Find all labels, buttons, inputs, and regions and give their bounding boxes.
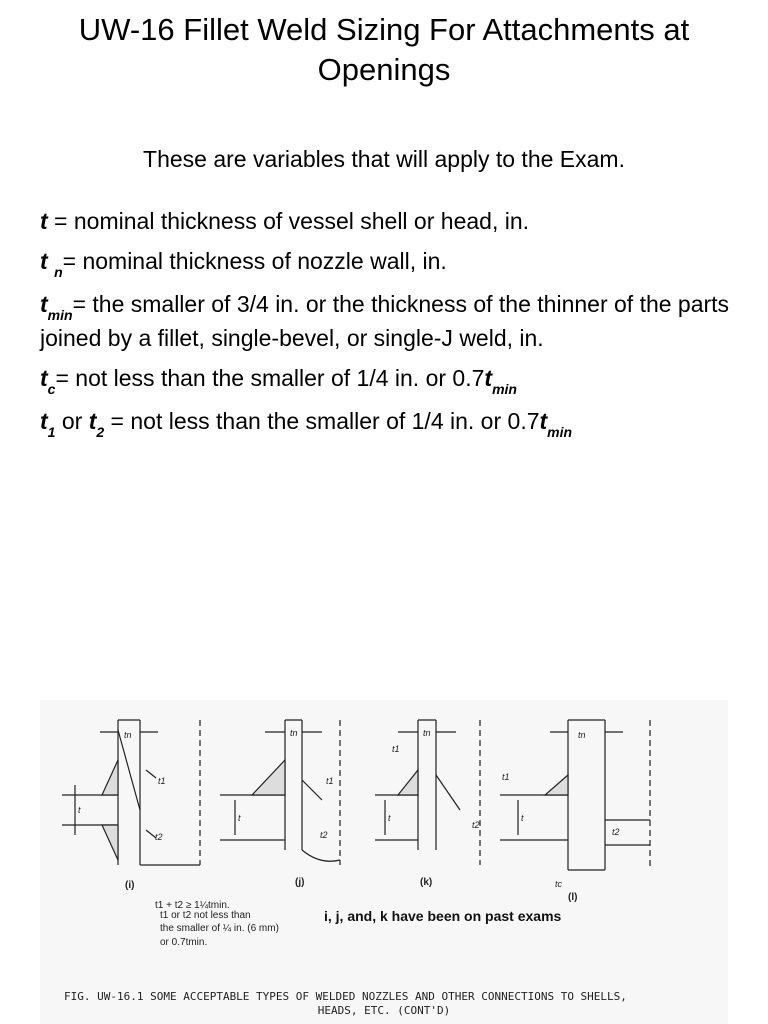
- dim-label-tn: tn: [423, 728, 431, 738]
- dim-label-tn: tn: [578, 730, 586, 740]
- dim-label-t: t: [238, 813, 241, 823]
- dim-label-t2: t2: [155, 832, 163, 842]
- definition-text: = not less than the smaller of 1/4 in. or 0.7: [104, 408, 540, 434]
- definition-text: = nominal thickness of vessel shell or head, in.: [47, 208, 530, 234]
- figure-caption: FIG. UW-16.1 SOME ACCEPTABLE TYPES OF WELDED NOZZLES AND OTHER CONNECTIONS TO SHELLS,: [64, 990, 627, 1003]
- intro-text: These are variables that will apply to the Exam.: [143, 146, 625, 172]
- dim-label-t1: t1: [326, 776, 334, 786]
- definition-tn: [40, 246, 730, 280]
- subscript: min: [47, 307, 73, 323]
- symbol: t: [40, 248, 48, 274]
- dim-label-t1: t1: [392, 744, 400, 754]
- subscript: 1: [47, 424, 56, 440]
- dim-label-t: t: [521, 813, 524, 823]
- symbol: t: [40, 365, 48, 391]
- page-title: UW-16 Fillet Weld Sizing For Attachments at Openings: [78, 12, 690, 87]
- dim-label-tn: tn: [290, 728, 298, 738]
- definition-t1-t2: [40, 406, 730, 440]
- panel-label-j: (j): [295, 877, 305, 888]
- definitions-list: [40, 206, 730, 449]
- panel-label-i: (i): [125, 880, 135, 891]
- weld-figure: [40, 700, 728, 1024]
- subscript: min: [492, 381, 517, 397]
- panel-label-l: (l): [568, 892, 578, 903]
- symbol: t: [40, 291, 48, 317]
- figure-caption: HEADS, ETC. (CONT'D): [317, 1004, 451, 1017]
- subscript: n: [54, 264, 63, 280]
- definition-text: = the smaller of 3/4 in. or the thickness of the thinner of the parts joined by a fillet, single-bevel, or single-J weld, in.: [40, 291, 730, 351]
- weld-note-line: t1 + t2 ≥ 1¼tmin.: [155, 900, 230, 911]
- definition-text: = nominal thickness of nozzle wall, in.: [62, 248, 447, 274]
- dim-label-t1: t1: [158, 776, 166, 786]
- weld-note-line: the smaller of ¼ in. (6 mm): [160, 923, 279, 934]
- subscript: 2: [96, 424, 105, 440]
- weld-diagram: [40, 700, 728, 1024]
- dim-label-t2: t2: [612, 827, 620, 837]
- symbol: t: [88, 408, 97, 434]
- symbol: t: [539, 408, 548, 434]
- panel-label-k: (k): [420, 877, 433, 888]
- definition-tc: [40, 363, 730, 397]
- panel-i: [62, 720, 200, 865]
- dim-label-t2: t2: [320, 830, 328, 840]
- dim-label-tc: tc: [555, 879, 563, 889]
- past-exams-note: i, j, and, k have been on past exams: [324, 908, 562, 924]
- symbol: t: [40, 208, 48, 234]
- definition-text: = not less than the smaller of 1/4 in. or 0.7: [55, 365, 485, 391]
- definition-t: [40, 206, 730, 237]
- panel-l: [500, 720, 650, 870]
- symbol: t: [40, 408, 48, 434]
- subscript: c: [47, 381, 56, 397]
- definition-tmin: [40, 289, 730, 354]
- symbol: t: [484, 365, 493, 391]
- dim-label-t2: t2: [472, 820, 480, 830]
- dim-label-t: t: [78, 805, 81, 815]
- dim-label-t: t: [388, 813, 391, 823]
- dim-label-tn: tn: [124, 730, 132, 740]
- panel-k: [375, 720, 480, 865]
- panel-j: [220, 720, 340, 865]
- definition-text: or: [55, 408, 89, 434]
- subscript: min: [547, 424, 573, 440]
- dim-label-t1: t1: [502, 772, 510, 782]
- weld-note-line: or 0.7tmin.: [160, 937, 208, 948]
- weld-note-line: t1 or t2 not less than: [160, 910, 251, 921]
